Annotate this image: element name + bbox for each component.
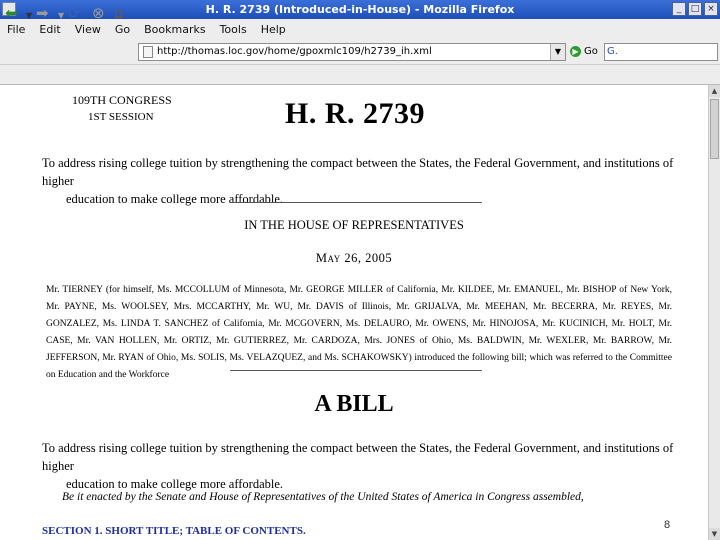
a-bill-heading: A BILL — [314, 391, 394, 417]
sponsors-text: Mr. TIERNEY (for himself, Ms. MCCOLLUM of Minnesota, Mr. GEORGE MILLER of California, Mr. KILDEE, Mr. EMANUEL, Mr. BISHOP of New York, Mr. PAYNE, Ms. WOOLSEY, Mrs. MCCARTHY, Mr. WU, Mr. DAVIS of Illinois, Mr. GRIJALVA, Mr. MEEHAN, Mr. BECERRA, Mr. REYES, Mr. GONZALEZ, Ms. LINDA T. SANCHEZ of California, Mr. MCGOVERN, Ms. DELAURO, Mr. OWENS, Mr. HINOJOSA, Mr. KUCINICH, Mr. HOLT, Mr. CASE, Mr. VAN HOLLEN, Mr. ORTIZ, Mr. GUTIERREZ, Mr. CARDOZA, Mrs. JONES of Ohio, Ms. BALDWIN, Mr. WEXLER, Mr. BARROW, Mr. JEFFERSON, Mr. RYAN of Ohio, Ms. SOLIS, Ms. VELAZQUEZ, and Ms. SCHAKOWSKY) introduced the following bill; which was referred to the Committee on Education and the Workforce — [46, 285, 672, 380]
scroll-thumb[interactable] — [710, 99, 719, 159]
congress-label: 109TH CONGRESS — [72, 93, 172, 107]
introduction-date: May 26, 2005 — [315, 251, 393, 265]
menu-tools[interactable]: Tools — [219, 22, 247, 36]
menu-edit[interactable]: Edit — [39, 22, 61, 36]
go-label: Go — [584, 46, 598, 57]
home-icon[interactable]: ⌂ — [114, 4, 124, 22]
search-engine-icon[interactable]: G. — [607, 46, 618, 57]
scroll-up-icon[interactable]: ▲ — [709, 85, 720, 97]
reload-icon[interactable]: ⟳ — [68, 4, 81, 22]
slide-page-number: 8 — [664, 519, 671, 531]
house-heading: IN THE HOUSE OF REPRESENTATIVES — [244, 218, 464, 232]
session-label: 1ST SESSION — [88, 111, 154, 123]
bill-summary — [42, 154, 682, 208]
menu-bookmarks[interactable]: Bookmarks — [144, 22, 206, 36]
summary-line-1: To address rising college tuition by strengthening the compact between the States, the Federal Government, and institutions of higher — [42, 156, 674, 188]
scroll-down-icon[interactable]: ▼ — [709, 528, 720, 540]
menu-help[interactable]: Help — [260, 22, 286, 36]
address-bar[interactable] — [138, 43, 566, 61]
go-arrow-icon: ▶ — [570, 46, 581, 57]
search-input[interactable] — [604, 43, 718, 61]
page-icon — [143, 46, 153, 58]
window-title: H. R. 2739 (Introduced-in-House) - Mozilla Firefox — [205, 3, 515, 16]
summary-line-2: education to make college more affordable. — [66, 192, 284, 206]
enacting-clause: Be it enacted by the Senate and House of Representatives of the United States of America in Congress assembled, — [62, 491, 584, 503]
address-dropdown-icon[interactable]: ▼ — [550, 44, 565, 60]
forward-dropdown-icon[interactable]: ▼ — [58, 11, 65, 20]
minimize-button[interactable]: _ — [672, 2, 686, 16]
vertical-scrollbar[interactable] — [708, 85, 720, 540]
back-icon[interactable]: ⬅ — [5, 4, 18, 22]
back-dropdown-icon[interactable]: ▼ — [26, 11, 33, 20]
forward-icon[interactable]: ➡ — [36, 4, 49, 22]
menu-view[interactable]: View — [74, 22, 101, 36]
menu-file[interactable]: File — [7, 22, 26, 36]
divider — [230, 370, 482, 371]
maximize-button[interactable]: □ — [688, 2, 702, 16]
menu-bar — [0, 19, 720, 39]
section-heading[interactable]: SECTION 1. SHORT TITLE; TABLE OF CONTENTS. — [42, 525, 306, 537]
close-button[interactable]: × — [704, 2, 718, 16]
bookmarks-toolbar — [0, 65, 720, 85]
window-title-bar — [0, 0, 720, 19]
address-url: http://thomas.loc.gov/home/gpoxmlc109/h2739_ih.xml — [157, 46, 432, 57]
page-content — [0, 85, 708, 540]
bill-purpose — [42, 439, 682, 493]
purpose-line-1: To address rising college tuition by strengthening the compact between the States, the Federal Government, and institutions of higher — [42, 441, 674, 473]
stop-icon[interactable]: ⊗ — [92, 4, 105, 22]
bill-number: H. R. 2739 — [285, 97, 425, 130]
go-button[interactable] — [570, 44, 598, 60]
menu-go[interactable]: Go — [114, 22, 131, 36]
purpose-line-2: education to make college more affordable. — [66, 477, 284, 491]
divider — [230, 202, 482, 203]
